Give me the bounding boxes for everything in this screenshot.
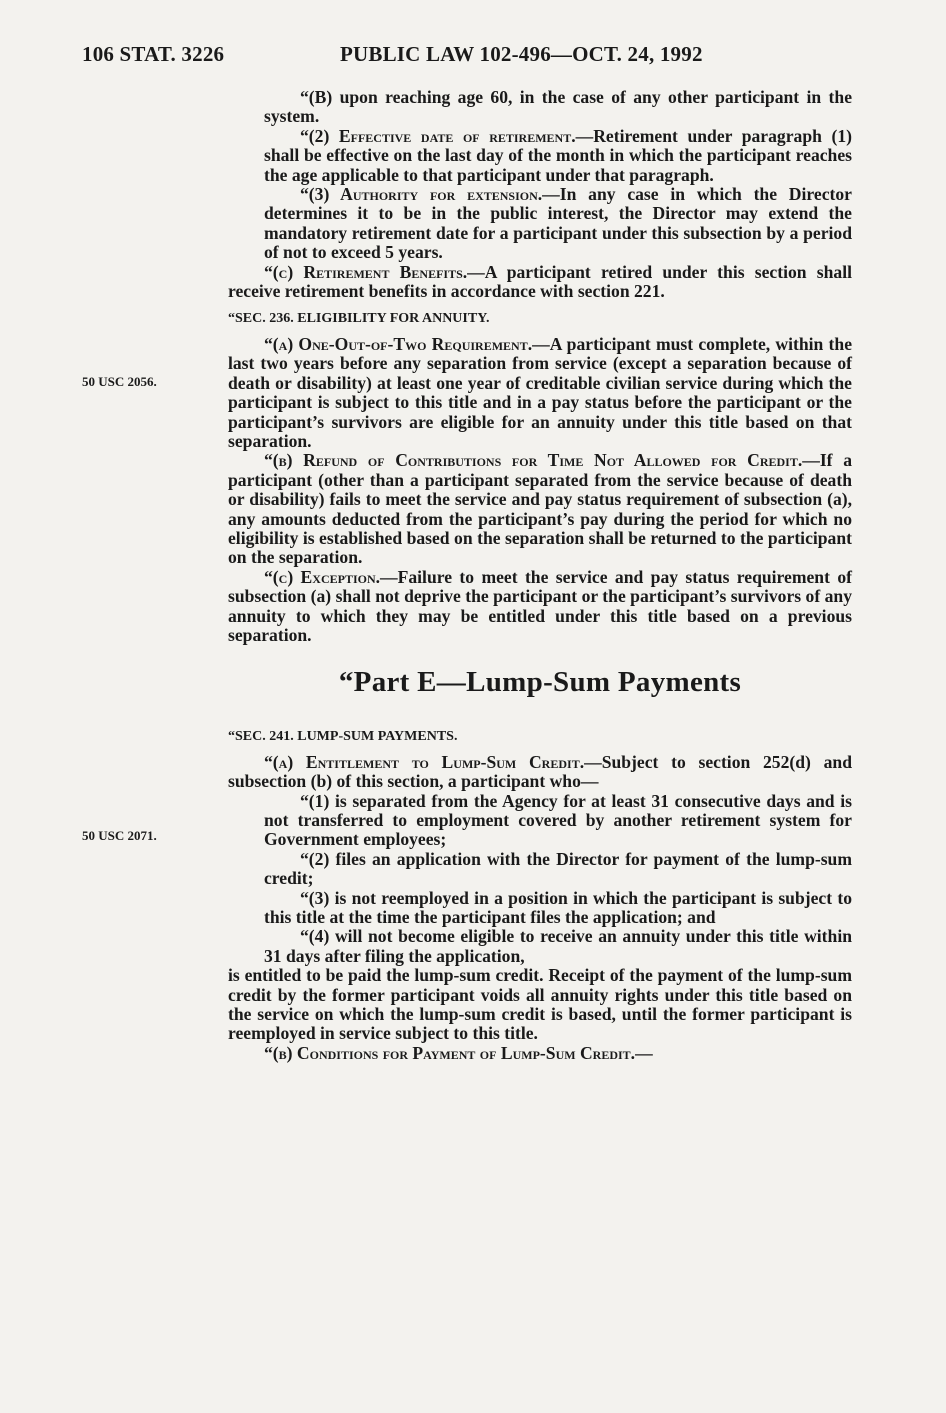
page-reference: 106 STAT. 3226 [82, 42, 225, 66]
paragraph-text: —A participant must complete, within the last two years before any separation from service (except a separation because of death or disability) at least one year of creditable civilian service during which the participant is subject to this title and in a pay status before the participant or the participant’s survivors are eligible for an annuity under this title based on that separation. [228, 333, 852, 451]
section-heading-236: “SEC. 236. ELIGIBILITY FOR ANNUITY. [228, 311, 490, 327]
part-title: “Part E—Lump-Sum Payments [338, 666, 742, 699]
paragraph-authority-extension [228, 185, 852, 263]
paragraph-heading: “(c) Retirement Benefits. [264, 261, 468, 282]
paragraph-heading: “(a) One-Out-of-Two Requirement. [264, 333, 533, 354]
paragraph-heading: “(a) Entitlement to Lump-Sum Credit. [264, 751, 585, 772]
paragraph-retirement-benefits [228, 263, 852, 302]
paragraph-conditions-payment [228, 1044, 852, 1063]
paragraph-text: —Retirement under paragraph (1) shall be effective on the last day of the month in which the participant reaches the age applicable to that participant under that paragraph. [264, 125, 852, 185]
paragraph-heading: “(2) Effective date of retirement. [300, 125, 576, 146]
section-heading-241: “SEC. 241. LUMP-SUM PAYMENTS. [228, 729, 458, 745]
page-header [82, 42, 703, 67]
paragraph-heading: “(b) Conditions for Payment of Lump-Sum Credit. [264, 1042, 636, 1063]
body-text [228, 88, 852, 1063]
paragraph-heading: “(3) Authority for extension. [300, 184, 543, 205]
margin-note-usc-2071: 50 USC 2071. [82, 828, 157, 843]
paragraph-heading: “(b) Refund of Contributions for Time Not Allowed for Credit. [264, 450, 803, 471]
paragraph-refund-contributions [228, 451, 852, 567]
list-item-files-application: “(2) files an application with the Director for payment of the lump-sum credit; [264, 848, 852, 889]
paragraph-heading: “(c) Exception. [264, 566, 381, 587]
paragraph-text: —If a participant (other than a participant separated from the service because of death or disability) fails to meet the service and pay status requirement of subsection (a), any amounts deducted from the participant’s pay during the period for which no eligibility is established based on the separation shall be returned to the participant on the separation. [228, 450, 852, 568]
paragraph-effective-date [228, 127, 852, 185]
paragraph-exception [228, 568, 852, 646]
paragraph-text: —In any case in which the Director determines it to be in the public interest, the Director may extend the mandatory retirement date for a participant under this subsection by a period of not to exceed 5 years. [264, 184, 852, 263]
paragraph-b-age-60: “(B) upon reaching age 60, in the case of any other participant in the system. [264, 87, 852, 127]
list-item-not-eligible: “(4) will not become eligible to receive an annuity under this title within 31 days after filing the application, [264, 926, 852, 966]
paragraph-text: —Failure to meet the service and pay status requirement of subsection (a) shall not deprive the participant or the participant’s survivors of any annuity to which they may be entitled under this title based on a previous separation. [228, 566, 852, 645]
paragraph-one-out-of-two [228, 335, 852, 451]
paragraph-text: — [635, 1042, 653, 1063]
paragraph-entitlement [228, 753, 852, 792]
list-item-not-reemployed: “(3) is not reemployed in a position in which the participant is subject to this title at the time the participant files the application; and [264, 887, 852, 928]
paragraph-text: —A participant retired under this section shall receive retirement benefits in accordance with section 221. [228, 261, 852, 302]
law-title: PUBLIC LAW 102-496—OCT. 24, 1992 [340, 42, 703, 66]
paragraph-entitled-lump-sum: is entitled to be paid the lump-sum credit. Receipt of the payment of the lump-sum credit by the former participant voids all annuity rights under this title based on the service on which the lump-sum credit is based, until the former participant is reemployed in service subject to this title. [228, 965, 852, 1044]
paragraph-text: —Subject to section 252(d) and subsection (b) of this section, a participant who— [228, 751, 852, 792]
margin-note-usc-2056: 50 USC 2056. [82, 374, 157, 389]
list-item-separated: “(1) is separated from the Agency for at least 31 consecutive days and is not transferred to employment covered by another retirement system for Government employees; [264, 790, 852, 850]
